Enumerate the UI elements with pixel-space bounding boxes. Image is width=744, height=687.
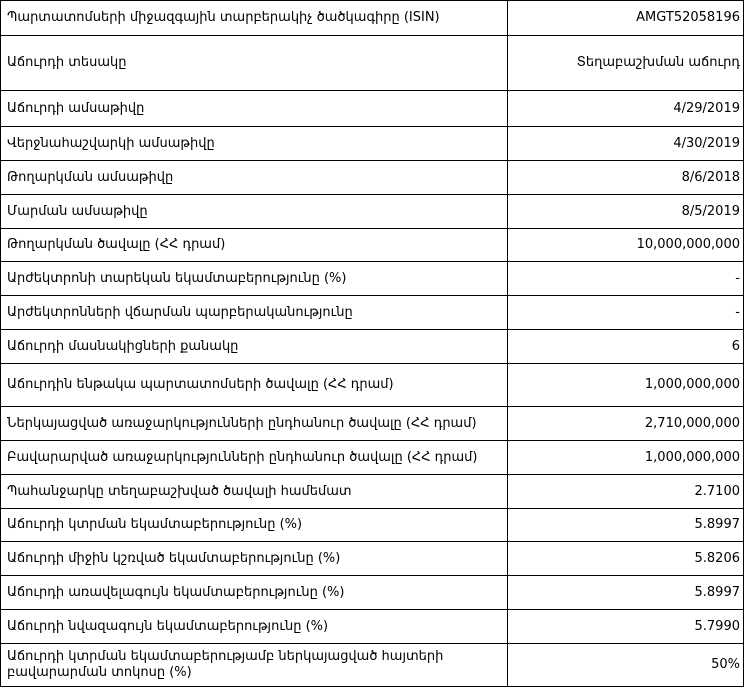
row-value-participants-count: 6 (508, 330, 744, 364)
row-label-auction-date: Աճուրդի ամսաթիվը (1, 91, 508, 127)
row-label-offered-volume: Աճուրդին ենթակա պարտատոմսերի ծավալը (ՀՀ դրամ) (1, 364, 508, 407)
table-row (1, 161, 744, 195)
table-row (1, 195, 744, 229)
row-value-issue-volume: 10,000,000,000 (508, 229, 744, 262)
row-value-min-yield: 5.7990 (508, 610, 744, 644)
table-row (1, 542, 744, 576)
table-row (1, 91, 744, 127)
row-label-issue-date: Թողարկման ամսաթիվը (1, 161, 508, 195)
row-value-max-yield: 5.8997 (508, 576, 744, 610)
row-label-min-yield: Աճուրդի նվազագույն եկամտաբերությունը (%) (1, 610, 508, 644)
table-row (1, 36, 744, 91)
table-row (1, 229, 744, 262)
row-label-bid-to-cover: Պահանջարկը տեղաբաշխված ծավալի համեմատ (1, 475, 508, 509)
row-label-max-yield: Աճուրդի առավելագույն եկամտաբերությունը (%) (1, 576, 508, 610)
table-row (1, 262, 744, 296)
table-row (1, 127, 744, 161)
row-label-weighted-average-yield: Աճուրդի միջին կշռված եկամտաբերությունը (%) (1, 542, 508, 576)
row-value-bids-submitted: 2,710,000,000 (508, 407, 744, 441)
row-label-bids-submitted: Ներկայացված առաջարկությունների ընդհանուր ծավալը (ՀՀ դրամ) (1, 407, 508, 441)
table-row (1, 441, 744, 475)
table-row (1, 330, 744, 364)
row-value-bids-satisfied: 1,000,000,000 (508, 441, 744, 475)
row-label-maturity-date: Մարման ամսաթիվը (1, 195, 508, 229)
table-row (1, 644, 744, 687)
row-label-auction-type: Աճուրդի տեսակը (1, 36, 508, 91)
row-value-bid-to-cover: 2.7100 (508, 475, 744, 509)
row-label-coupon-frequency: Արժեկտրոնների վճարման պարբերականությունը (1, 296, 508, 330)
row-label-cutoff-allotment: Աճուրդի կտրման եկամտաբերությամբ ներկայացված հայտերի բավարարման տոկոսը (%) (1, 644, 508, 687)
row-value-auction-type: Տեղաբաշխման աճուրդ (508, 36, 744, 91)
row-label-settlement-date: Վերջնահաշվարկի ամսաթիվը (1, 127, 508, 161)
row-label-bids-satisfied: Բավարարված առաջարկությունների ընդհանուր ծավալը (ՀՀ դրամ) (1, 441, 508, 475)
row-value-coupon-rate: - (508, 262, 744, 296)
row-value-settlement-date: 4/30/2019 (508, 127, 744, 161)
table-row (1, 576, 744, 610)
row-value-cutoff-allotment: 50% (508, 644, 744, 687)
row-value-coupon-frequency: - (508, 296, 744, 330)
row-value-cutoff-yield: 5.8997 (508, 509, 744, 542)
table-row (1, 509, 744, 542)
table-row (1, 1, 744, 36)
row-value-isin: AMGT52058196 (508, 1, 744, 36)
table-row (1, 364, 744, 407)
row-label-issue-volume: Թողարկման ծավալը (ՀՀ դրամ) (1, 229, 508, 262)
row-value-issue-date: 8/6/2018 (508, 161, 744, 195)
row-label-isin: Պարտատոմսերի միջազգային տարբերակիչ ծածկագիրը (ISIN) (1, 1, 508, 36)
table-row (1, 610, 744, 644)
row-value-offered-volume: 1,000,000,000 (508, 364, 744, 407)
row-value-auction-date: 4/29/2019 (508, 91, 744, 127)
table-row (1, 296, 744, 330)
row-value-weighted-average-yield: 5.8206 (508, 542, 744, 576)
row-value-maturity-date: 8/5/2019 (508, 195, 744, 229)
table-row (1, 407, 744, 441)
row-label-participants-count: Աճուրդի մասնակիցների քանակը (1, 330, 508, 364)
row-label-cutoff-yield: Աճուրդի կտրման եկամտաբերությունը (%) (1, 509, 508, 542)
table-row (1, 475, 744, 509)
row-label-coupon-rate: Արժեկտրոնի տարեկան եկամտաբերությունը (%) (1, 262, 508, 296)
